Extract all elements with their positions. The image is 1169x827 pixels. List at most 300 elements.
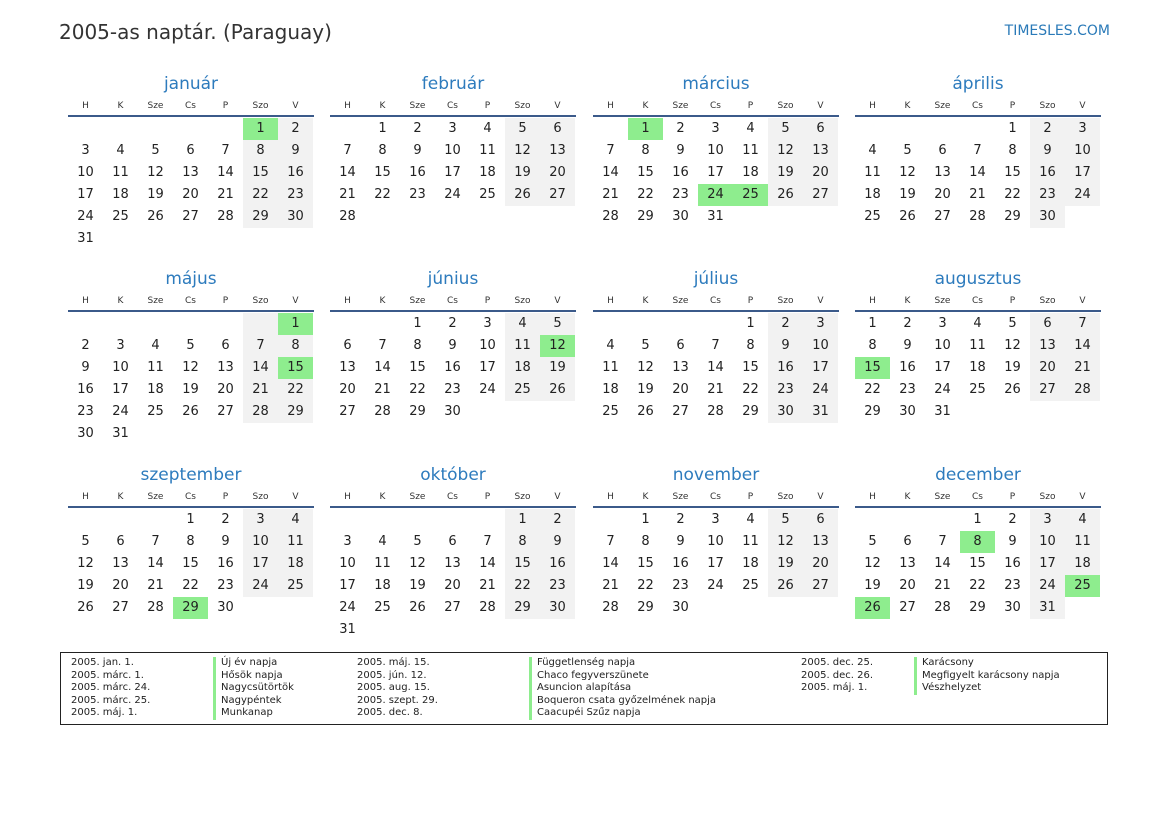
day-cell: 27 (934, 209, 951, 224)
weekday-label: V (1079, 296, 1086, 306)
day-cell: 15 (637, 165, 654, 180)
empty-cell (733, 206, 768, 228)
weekday-label: P (747, 101, 754, 111)
day-cell: 28 (969, 209, 986, 224)
day-cell: 10 (1030, 531, 1065, 553)
day-cell: 22 (505, 575, 540, 597)
empty-cell (138, 228, 173, 250)
empty-cell (365, 509, 400, 531)
day-cell: 20 (1030, 357, 1065, 379)
day-cell: 16 (278, 162, 313, 184)
day-cell: 25 (374, 600, 391, 615)
day-cell: 11 (278, 531, 313, 553)
day-cell: 29 (278, 401, 313, 423)
day-cell: 12 (409, 556, 426, 571)
empty-cell (470, 401, 505, 423)
weekday-label: H (607, 101, 614, 111)
day-cell: 27 (339, 404, 356, 419)
weekday-label: Sze (672, 492, 689, 502)
day-cell: 27 (672, 404, 689, 419)
month-11 (593, 462, 839, 619)
day-cell: 4 (151, 338, 160, 353)
day-cell: 17 (1030, 553, 1065, 575)
day-grid (68, 509, 314, 619)
day-cell: 26 (768, 575, 803, 597)
day-cell: 18 (505, 357, 540, 379)
day-cell: 6 (221, 338, 230, 353)
day-cell: 7 (483, 534, 492, 549)
day-cell: 11 (864, 165, 881, 180)
weekday-label: K (379, 492, 386, 502)
weekday-label: K (117, 296, 124, 306)
day-cell: 12 (182, 360, 199, 375)
day-cell: 22 (409, 382, 426, 397)
day-cell: 15 (182, 556, 199, 571)
weekday-label: Sze (409, 101, 426, 111)
weekday-label: Szo (514, 101, 531, 111)
weekday-label: Szo (514, 492, 531, 502)
site-link[interactable]: TIMESLES.COM (1004, 23, 1110, 39)
day-cell: 24 (339, 600, 356, 615)
day-cell: 19 (637, 382, 654, 397)
day-cell: 28 (217, 209, 234, 224)
weekday-label: P (484, 492, 491, 502)
day-cell: 12 (77, 556, 94, 571)
day-cell: 23 (1004, 578, 1021, 593)
day-cell: 9 (540, 531, 575, 553)
weekday-label: Szo (1039, 492, 1056, 502)
day-cell: 10 (934, 338, 951, 353)
day-cell: 14 (602, 165, 619, 180)
day-cell: 29 (243, 206, 278, 228)
day-cell: 12 (864, 556, 881, 571)
legend-holiday-name: Chaco fegyverszünete (529, 670, 716, 683)
empty-cell (925, 118, 960, 140)
empty-cell (243, 423, 278, 445)
day-cell: 26 (540, 379, 575, 401)
day-grid (330, 509, 576, 641)
weekday-label: K (904, 492, 911, 502)
weekday-label: Cs (447, 492, 458, 502)
day-cell: 14 (479, 556, 496, 571)
weekday-label: Sze (409, 492, 426, 502)
day-cell: 18 (742, 165, 759, 180)
day-cell: 24 (934, 382, 951, 397)
empty-cell (540, 619, 575, 641)
day-cell: 12 (147, 165, 164, 180)
day-cell: 4 (378, 534, 387, 549)
month-title: november (672, 465, 760, 485)
month-title: február (421, 74, 485, 94)
day-cell: 15 (374, 165, 391, 180)
weekday-label: H (869, 492, 876, 502)
empty-cell (138, 509, 173, 531)
day-cell: 10 (243, 531, 278, 553)
day-cell: 15 (409, 360, 426, 375)
empty-cell (960, 401, 995, 423)
day-cell: 9 (278, 140, 313, 162)
day-cell: 22 (742, 382, 759, 397)
day-cell: 22 (969, 578, 986, 593)
day-cell: 14 (934, 556, 951, 571)
month-7 (593, 266, 839, 423)
day-cell: 31 (934, 404, 951, 419)
day-cell: 18 (112, 187, 129, 202)
empty-cell (593, 509, 628, 531)
day-cell: 14 (969, 165, 986, 180)
legend-date: 2005. márc. 24. (71, 682, 151, 694)
day-cell: 11 (602, 360, 619, 375)
month-title: október (420, 465, 486, 485)
legend-date: 2005. dec. 25. (801, 657, 874, 668)
empty-cell (435, 206, 470, 228)
day-cell: 17 (1065, 162, 1100, 184)
day-cell: 12 (505, 140, 540, 162)
day-cell: 23 (672, 578, 689, 593)
legend-holiday-name: Asuncion alapítása (529, 682, 716, 695)
weekday-label: Szo (1039, 101, 1056, 111)
legend-holiday-name: Megfigyelt karácsony napja (914, 670, 1060, 683)
weekday-label: V (817, 492, 824, 502)
weekday-label: Sze (934, 492, 951, 502)
day-cell: 19 (540, 357, 575, 379)
day-cell: 28 (934, 600, 951, 615)
day-cell: 28 (374, 404, 391, 419)
day-cell: 30 (1030, 206, 1065, 228)
day-cell: 28 (707, 404, 724, 419)
empty-cell (243, 597, 278, 619)
weekday-header (68, 97, 314, 117)
weekday-label: Sze (147, 101, 164, 111)
day-cell: 15 (1004, 165, 1021, 180)
weekday-label: H (344, 296, 351, 306)
day-cell: 22 (182, 578, 199, 593)
weekday-label: K (642, 296, 649, 306)
empty-cell (540, 206, 575, 228)
day-cell: 21 (934, 578, 951, 593)
day-cell: 17 (243, 553, 278, 575)
day-cell: 20 (444, 578, 461, 593)
day-cell: 31 (339, 622, 356, 637)
legend-holiday-name: Nagypéntek (213, 695, 294, 708)
day-cell: 12 (1004, 338, 1021, 353)
day-cell: 4 (746, 512, 755, 527)
day-cell: 3 (938, 316, 947, 331)
month-title: április (952, 74, 1004, 94)
empty-cell (435, 619, 470, 641)
day-cell: 8 (278, 335, 313, 357)
day-cell: 3 (711, 512, 720, 527)
day-cell: 9 (81, 360, 90, 375)
day-cell: 21 (243, 379, 278, 401)
legend-date: 2005. máj. 15. (357, 657, 430, 668)
month-1 (68, 71, 314, 250)
day-cell: 18 (602, 382, 619, 397)
weekday-label: Cs (972, 296, 983, 306)
weekday-label: Cs (447, 296, 458, 306)
day-cell: 2 (540, 509, 575, 531)
empty-cell (243, 228, 278, 250)
day-cell: 18 (278, 553, 313, 575)
day-cell: 26 (147, 209, 164, 224)
page-title: 2005-as naptár. (Paraguay) (59, 20, 332, 44)
empty-cell (470, 509, 505, 531)
empty-cell (505, 206, 540, 228)
day-cell: 26 (505, 184, 540, 206)
weekday-label: Szo (1039, 296, 1056, 306)
weekday-label: V (292, 296, 299, 306)
day-cell: 5 (868, 534, 877, 549)
weekday-header (593, 292, 839, 312)
empty-cell (505, 401, 540, 423)
day-cell: 8 (746, 338, 755, 353)
weekday-label: Szo (252, 101, 269, 111)
day-cell: 5 (186, 338, 195, 353)
day-cell: 23 (899, 382, 916, 397)
weekday-label: Cs (710, 492, 721, 502)
empty-cell (330, 509, 365, 531)
day-cell: 17 (934, 360, 951, 375)
day-cell: 16 (444, 360, 461, 375)
day-cell: 9 (903, 338, 912, 353)
weekday-label: Cs (972, 101, 983, 111)
weekday-header (330, 97, 576, 117)
day-cell: 7 (606, 534, 615, 549)
day-cell: 2 (81, 338, 90, 353)
day-grid (855, 509, 1101, 619)
day-cell: 25 (733, 184, 768, 206)
weekday-header (593, 488, 839, 508)
day-cell: 9 (221, 534, 230, 549)
legend-dates-column (357, 657, 438, 720)
day-cell: 17 (707, 556, 724, 571)
weekday-label: H (82, 296, 89, 306)
month-title: szeptember (140, 465, 242, 485)
day-cell: 7 (221, 143, 230, 158)
day-cell: 4 (1065, 509, 1100, 531)
day-cell: 23 (217, 578, 234, 593)
weekday-label: V (554, 296, 561, 306)
day-cell: 13 (112, 556, 129, 571)
legend-date: 2005. jan. 1. (71, 657, 134, 668)
day-cell: 14 (707, 360, 724, 375)
day-cell: 10 (112, 360, 129, 375)
day-cell: 10 (77, 165, 94, 180)
day-cell: 13 (672, 360, 689, 375)
empty-cell (400, 206, 435, 228)
empty-cell (208, 313, 243, 335)
day-cell: 20 (217, 382, 234, 397)
day-cell: 11 (374, 556, 391, 571)
day-grid (330, 313, 576, 423)
month-4 (855, 71, 1101, 228)
empty-cell (365, 206, 400, 228)
weekday-label: Sze (409, 296, 426, 306)
day-cell: 30 (672, 209, 689, 224)
weekday-label: Sze (147, 296, 164, 306)
day-cell: 17 (479, 360, 496, 375)
day-cell: 25 (864, 209, 881, 224)
day-cell: 2 (278, 118, 313, 140)
empty-cell (768, 597, 803, 619)
day-grid (593, 509, 839, 619)
empty-cell (470, 206, 505, 228)
empty-cell (103, 313, 138, 335)
weekday-header (330, 292, 576, 312)
day-cell: 15 (969, 556, 986, 571)
day-cell: 20 (803, 162, 838, 184)
day-cell: 17 (707, 165, 724, 180)
day-cell: 29 (1004, 209, 1021, 224)
day-cell: 22 (864, 382, 881, 397)
day-cell: 1 (505, 509, 540, 531)
day-cell: 30 (1004, 600, 1021, 615)
day-cell: 8 (960, 531, 995, 553)
day-cell: 8 (641, 143, 650, 158)
day-cell: 9 (676, 534, 685, 549)
weekday-label: K (904, 296, 911, 306)
day-cell: 1 (278, 313, 313, 335)
day-cell: 24 (112, 404, 129, 419)
day-cell: 6 (343, 338, 352, 353)
day-cell: 23 (768, 379, 803, 401)
day-cell: 22 (637, 578, 654, 593)
day-cell: 1 (746, 316, 755, 331)
day-cell: 31 (112, 426, 129, 441)
day-cell: 4 (973, 316, 982, 331)
day-cell: 12 (768, 531, 803, 553)
weekday-label: Szo (777, 296, 794, 306)
weekday-label: V (554, 492, 561, 502)
day-cell: 23 (444, 382, 461, 397)
day-cell: 28 (339, 209, 356, 224)
empty-cell (173, 313, 208, 335)
day-cell: 24 (803, 379, 838, 401)
day-cell: 28 (602, 600, 619, 615)
day-cell: 21 (374, 382, 391, 397)
day-grid (68, 313, 314, 445)
legend-names-column (529, 657, 716, 720)
empty-cell (400, 619, 435, 641)
day-cell: 1 (628, 118, 663, 140)
day-cell: 5 (903, 143, 912, 158)
weekday-label: P (747, 492, 754, 502)
day-cell: 9 (413, 143, 422, 158)
day-cell: 13 (1030, 335, 1065, 357)
day-cell: 14 (217, 165, 234, 180)
day-cell: 27 (803, 575, 838, 597)
legend-date: 2005. dec. 26. (801, 669, 874, 681)
weekday-label: K (117, 101, 124, 111)
day-cell: 9 (676, 143, 685, 158)
day-cell: 7 (973, 143, 982, 158)
day-cell: 15 (637, 556, 654, 571)
day-cell: 8 (378, 143, 387, 158)
day-cell: 27 (1030, 379, 1065, 401)
weekday-label: Szo (252, 492, 269, 502)
day-cell: 25 (969, 382, 986, 397)
weekday-header (593, 97, 839, 117)
empty-cell (628, 313, 663, 335)
day-cell: 25 (479, 187, 496, 202)
empty-cell (960, 118, 995, 140)
empty-cell (208, 118, 243, 140)
day-cell: 30 (672, 600, 689, 615)
empty-cell (173, 423, 208, 445)
weekday-label: V (1079, 101, 1086, 111)
legend-holiday-name: Munkanap (213, 707, 294, 720)
day-cell: 21 (1065, 357, 1100, 379)
day-cell: 13 (803, 531, 838, 553)
month-5 (68, 266, 314, 445)
day-cell: 3 (243, 509, 278, 531)
day-cell: 20 (803, 553, 838, 575)
day-grid (855, 313, 1101, 423)
day-cell: 24 (707, 578, 724, 593)
day-cell: 15 (855, 357, 890, 379)
legend-names-column (914, 657, 1060, 695)
empty-cell (1065, 206, 1100, 228)
day-cell: 3 (116, 338, 125, 353)
day-cell: 10 (339, 556, 356, 571)
day-cell: 15 (278, 357, 313, 379)
day-cell: 13 (217, 360, 234, 375)
day-cell: 29 (969, 600, 986, 615)
day-cell: 25 (602, 404, 619, 419)
day-cell: 28 (479, 600, 496, 615)
day-cell: 20 (182, 187, 199, 202)
legend-date: 2005. máj. 1. (801, 682, 868, 694)
day-cell: 25 (147, 404, 164, 419)
day-cell: 22 (278, 379, 313, 401)
day-cell: 19 (182, 382, 199, 397)
day-cell: 17 (803, 357, 838, 379)
day-cell: 2 (903, 316, 912, 331)
empty-cell (1030, 401, 1065, 423)
weekday-label: Cs (185, 101, 196, 111)
day-cell: 6 (186, 143, 195, 158)
month-title: március (682, 74, 750, 94)
day-cell: 24 (479, 382, 496, 397)
day-cell: 16 (1030, 162, 1065, 184)
day-cell: 4 (483, 121, 492, 136)
day-cell: 6 (1030, 313, 1065, 335)
day-cell: 1 (378, 121, 387, 136)
day-cell: 11 (969, 338, 986, 353)
day-cell: 27 (112, 600, 129, 615)
day-cell: 3 (483, 316, 492, 331)
day-cell: 15 (243, 162, 278, 184)
day-cell: 1 (973, 512, 982, 527)
legend-date: 2005. márc. 25. (71, 694, 151, 706)
day-cell: 12 (899, 165, 916, 180)
empty-cell (103, 118, 138, 140)
day-cell: 23 (540, 575, 575, 597)
weekday-label: P (747, 296, 754, 306)
day-cell: 5 (768, 509, 803, 531)
weekday-label: Cs (185, 296, 196, 306)
day-cell: 18 (147, 382, 164, 397)
legend-holiday-name: Vészhelyzet (914, 682, 1060, 695)
weekday-header (855, 292, 1101, 312)
legend-date: 2005. szept. 29. (357, 694, 438, 706)
day-cell: 28 (602, 209, 619, 224)
weekday-label: P (222, 101, 229, 111)
day-cell: 19 (77, 578, 94, 593)
day-cell: 5 (505, 118, 540, 140)
day-cell: 17 (77, 187, 94, 202)
day-cell: 29 (637, 600, 654, 615)
